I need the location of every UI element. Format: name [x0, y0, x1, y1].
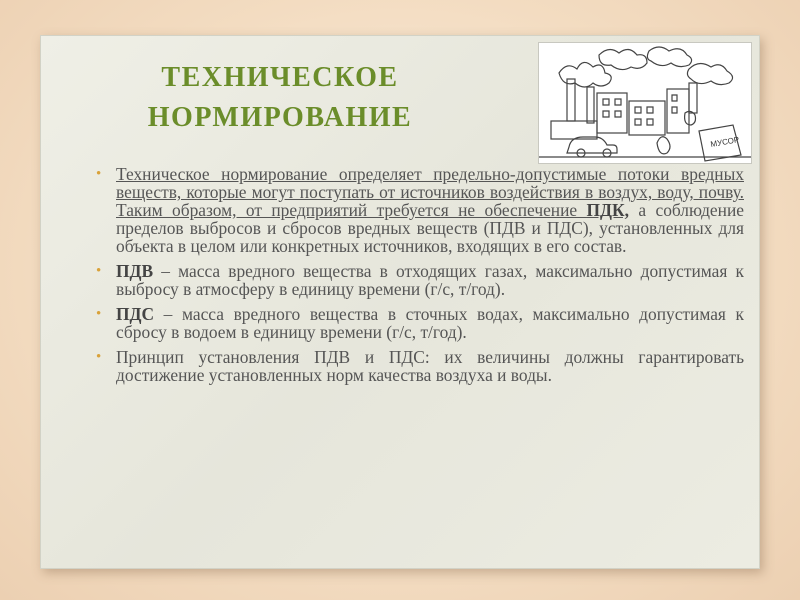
bullet-1-text: Техническое нормирование определяет предельно-допустимые потоки вредных веществ, которые могут поступать от источников воздействия в воздух, воду, почву. Таким образом, от предприятий требуется не обеспечение — [116, 164, 744, 220]
title-line-1: ТЕХНИЧЕСКОЕ — [161, 62, 399, 93]
bullet-item-2 — [92, 262, 744, 298]
bullet-3-text: – масса вредного вещества в сточных водах, максимально допустимая к сбросу в водоем в единицу времени (г/с, т/год). — [116, 304, 744, 342]
factory-pollution-drawing — [539, 43, 751, 163]
bullet-1-text-tail: а соблюдение пределов выбросов и сбросов вредных веществ (ПДВ и ПДС), установленных для объекта в целом или конкретных источников, входящих в его состав. — [116, 200, 744, 256]
bullet-1-bold: ПДК, — [586, 200, 629, 220]
content-list — [92, 165, 744, 391]
bullet-dot-icon: • — [96, 306, 102, 322]
bullet-2-text: – масса вредного вещества в отходящих газах, максимально допустимая к выбросу в атмосферу в единицу времени (г/с, т/год). — [116, 261, 744, 299]
bullet-3-term: ПДС — [116, 304, 155, 324]
trash-bin-label: МУСОР — [709, 135, 740, 149]
bullet-4-text: Принцип установления ПДВ и ПДС: их величины должны гарантировать достижение установленных норм качества воздуха и воды. — [116, 347, 744, 385]
bullet-dot-icon: • — [96, 166, 102, 182]
bullet-item-1 — [92, 165, 744, 255]
bullet-dot-icon: • — [96, 349, 102, 365]
bullet-dot-icon: • — [96, 263, 102, 279]
bullet-item-4 — [92, 348, 744, 384]
title-line-2: НОРМИРОВАНИЕ — [147, 102, 413, 133]
slide-title — [60, 58, 500, 138]
bullet-item-3 — [92, 305, 744, 341]
pollution-illustration — [538, 42, 752, 164]
bullet-2-term: ПДВ — [116, 261, 154, 281]
